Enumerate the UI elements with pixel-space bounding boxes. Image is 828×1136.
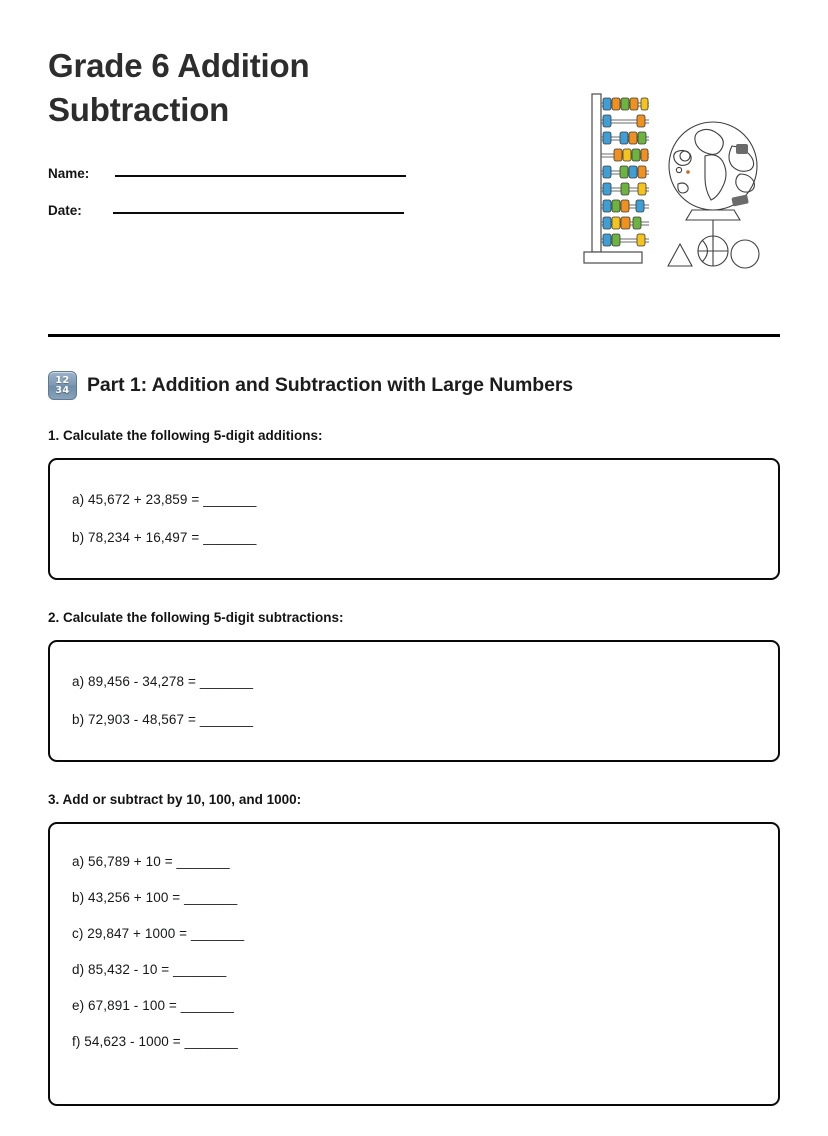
date-field-label: Date: [48,202,82,218]
question-3-item-f[interactable]: f) 54,623 - 1000 = _______ [72,1034,238,1049]
question-2-item-b[interactable]: b) 72,903 - 48,567 = _______ [72,712,254,727]
question-1-answer-box [48,458,780,580]
name-input-line[interactable] [115,175,406,177]
header-divider [48,334,780,337]
question-3-prompt: 3. Add or subtract by 10, 100, and 1000: [48,792,302,807]
title-line-2: Subtraction [48,90,230,128]
input-numbers-icon [48,371,77,400]
name-field-label: Name: [48,165,90,181]
date-input-line[interactable] [113,212,404,214]
section-title: Part 1: Addition and Subtraction with Large Numbers [87,374,574,396]
question-2-answer-box [48,640,780,762]
question-3-item-d[interactable]: d) 85,432 - 10 = _______ [72,962,227,977]
question-3-item-c[interactable]: c) 29,847 + 1000 = _______ [72,926,245,941]
abacus-and-globe-illustration [580,88,770,278]
question-1 [48,428,780,580]
question-3-item-b[interactable]: b) 43,256 + 100 = _______ [72,890,238,905]
section-heading [48,371,780,400]
question-3-answer-box [48,822,780,1106]
worksheet-header [0,0,828,294]
question-1-prompt: 1. Calculate the following 5-digit additions: [48,428,323,443]
question-2 [48,610,780,762]
icon-bottom-digits: 34 [55,384,70,396]
question-1-item-a[interactable]: a) 45,672 + 23,859 = _______ [72,492,257,507]
question-1-item-b[interactable]: b) 78,234 + 16,497 = _______ [72,530,257,545]
question-3-item-a[interactable]: a) 56,789 + 10 = _______ [72,854,230,869]
title-line-1: Grade 6 Addition [48,47,310,84]
icon-top-digits: 12 [55,375,70,386]
page-title [48,44,508,132]
part-1-section [48,371,780,1136]
question-2-item-a[interactable]: a) 89,456 - 34,278 = _______ [72,674,254,689]
question-3-item-e[interactable]: e) 67,891 - 100 = _______ [72,998,235,1013]
question-2-prompt: 2. Calculate the following 5-digit subtractions: [48,610,344,625]
question-3 [48,792,780,1106]
